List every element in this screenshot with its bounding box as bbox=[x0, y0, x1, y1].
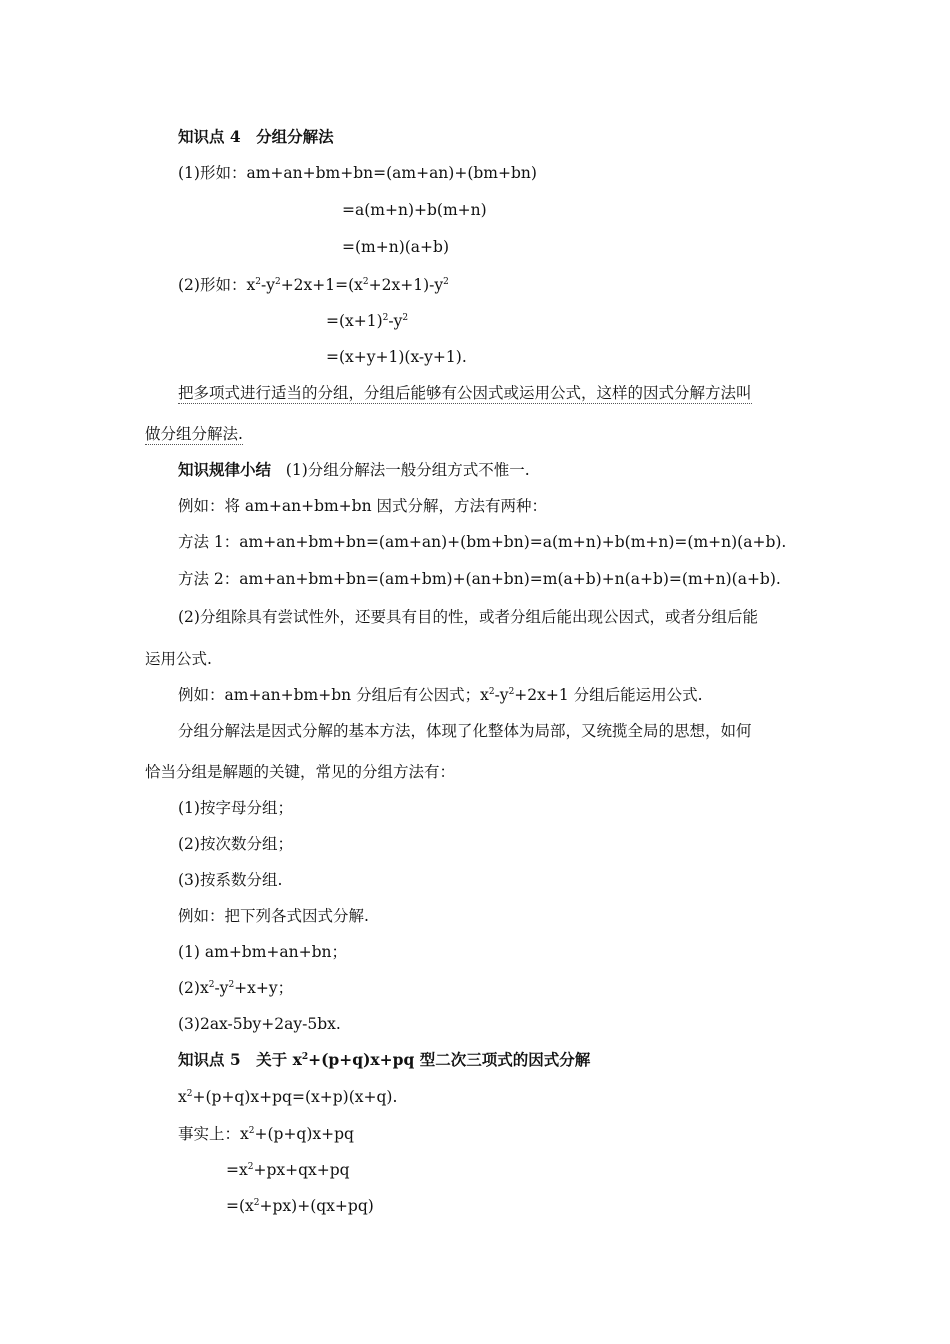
example-intro: 例如：将 am+an+bm+bn 因式分解，方法有两种： bbox=[178, 497, 548, 515]
form2-line3: =(x+y+1)(x-y+1). bbox=[326, 348, 467, 366]
method1: 方法 1：am+an+bm+bn=(am+an)+(bm+bn)=a(m+n)+b(m+n)=(m+n)(a+b). bbox=[178, 533, 787, 551]
para-line2: 恰当分组是解题的关键，常见的分组方法有： bbox=[145, 763, 456, 781]
exercise-3: (3)2ax-5by+2ay-5bx. bbox=[178, 1015, 341, 1033]
exponent: 2 bbox=[488, 687, 495, 697]
definition-text-1: 把多项式进行适当的分组，分组后能够有公因式或运用公式，这样的因式分解方法叫 bbox=[178, 384, 752, 402]
exponent: 2 bbox=[382, 313, 389, 323]
exponent: 2 bbox=[186, 1089, 193, 1099]
exercise-1: (1) am+bm+an+bn； bbox=[178, 943, 348, 961]
exponent: 2 bbox=[274, 277, 281, 287]
exponent: 2 bbox=[301, 1052, 309, 1062]
section5-heading-a: 知识点 5 关于 x bbox=[178, 1050, 302, 1069]
form2-line1 bbox=[178, 275, 449, 295]
exponent: 2 bbox=[253, 1198, 260, 1208]
section5-heading bbox=[178, 1050, 590, 1070]
point2-line1: (2)分组除具有尝试性外，还要具有目的性，或者分组后能出现公因式，或者分组后能 bbox=[178, 608, 758, 626]
exponent: 2 bbox=[248, 1126, 255, 1136]
form2-part-d: +2x+1)-y bbox=[368, 276, 444, 294]
method2: 方法 2：am+an+bm+bn=(am+bm)+(an+bn)=m(a+b)+n(a+b)=(m+n)(a+b). bbox=[178, 570, 781, 588]
para-line1: 分组分解法是因式分解的基本方法，体现了化整体为局部，又统揽全局的思想，如何 bbox=[178, 722, 752, 740]
exercise-2 bbox=[178, 978, 293, 998]
form1-line2: =a(m+n)+b(m+n) bbox=[342, 201, 487, 219]
section5-fact bbox=[178, 1124, 354, 1144]
section5-step2 bbox=[226, 1196, 374, 1216]
point2-line2: 运用公式. bbox=[145, 650, 212, 668]
form2-line2 bbox=[326, 311, 408, 331]
exponent: 2 bbox=[443, 277, 449, 287]
definition-line2 bbox=[145, 424, 243, 444]
form2-line2-b: -y bbox=[388, 312, 403, 330]
section5-heading-b: +(p+q)x+pq 型二次三项式的因式分解 bbox=[308, 1050, 591, 1069]
ex2-b: -y bbox=[214, 979, 229, 997]
ex2-a: (2)x bbox=[178, 979, 209, 997]
exponent: 2 bbox=[208, 980, 215, 990]
definition-line1 bbox=[178, 383, 752, 403]
section4-heading: 知识点 4 分组分解法 bbox=[178, 127, 334, 146]
exponent: 2 bbox=[402, 313, 409, 323]
definition-text-2: 做分组分解法. bbox=[145, 425, 243, 443]
example2-a: 例如：am+an+bm+bn 分组后有公因式；x bbox=[178, 686, 489, 704]
summary-point1: (1)分组分解法一般分组方式不惟一. bbox=[285, 461, 530, 479]
step2-b: +px)+(qx+pq) bbox=[259, 1197, 374, 1215]
example2-b: -y bbox=[494, 686, 509, 704]
formula-b: +(p+q)x+pq=(x+p)(x+q). bbox=[192, 1088, 398, 1106]
summary-line bbox=[178, 460, 530, 480]
exponent: 2 bbox=[508, 687, 515, 697]
exponent: 2 bbox=[228, 980, 235, 990]
form1-line1: (1)形如：am+an+bm+bn=(am+an)+(bm+bn) bbox=[178, 164, 537, 182]
form2-line2-a: =(x+1) bbox=[326, 312, 383, 330]
method-by-coefficient: (3)按系数分组. bbox=[178, 871, 283, 889]
step1-a: =x bbox=[226, 1161, 248, 1179]
method-by-letter: (1)按字母分组； bbox=[178, 799, 293, 817]
form2-part-c: +2x+1=(x bbox=[280, 276, 363, 294]
form2-prefix: (2)形如： bbox=[178, 276, 247, 294]
example2 bbox=[178, 685, 703, 705]
exponent: 2 bbox=[255, 277, 261, 287]
form2-part-a: x bbox=[246, 276, 256, 294]
section5-step1 bbox=[226, 1160, 350, 1180]
step1-b: +px+qx+pq bbox=[253, 1161, 350, 1179]
method-by-degree: (2)按次数分组； bbox=[178, 835, 293, 853]
exponent: 2 bbox=[247, 1162, 254, 1172]
exercise-intro: 例如：把下列各式因式分解. bbox=[178, 907, 369, 925]
step2-a: =(x bbox=[226, 1197, 254, 1215]
summary-label: 知识规律小结 bbox=[178, 460, 272, 479]
exponent: 2 bbox=[362, 277, 369, 287]
fact-a: 事实上：x bbox=[178, 1125, 249, 1143]
form1-line3: =(m+n)(a+b) bbox=[342, 238, 449, 256]
fact-b: +(p+q)x+pq bbox=[254, 1125, 354, 1143]
example2-c: +2x+1 分组后能运用公式. bbox=[514, 686, 703, 704]
ex2-c: +x+y； bbox=[234, 979, 294, 997]
section5-formula bbox=[178, 1087, 397, 1107]
formula-a: x bbox=[178, 1088, 187, 1106]
form2-part-b: -y bbox=[260, 276, 275, 294]
